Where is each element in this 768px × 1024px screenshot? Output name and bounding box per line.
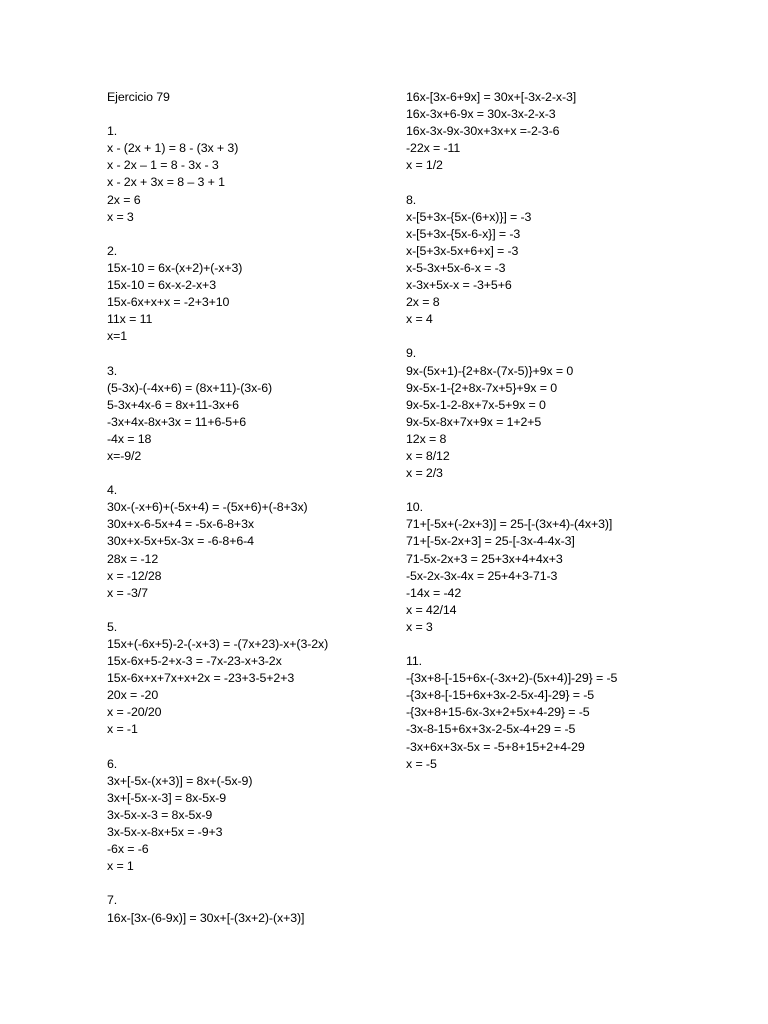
equation-line: 16x-3x-9x-30x+3x+x =-2-3-6	[406, 124, 560, 139]
exercise-block	[406, 345, 726, 482]
exercise-spacer	[107, 739, 397, 756]
equation-line: x = -5	[406, 756, 437, 771]
exercise-number: 10.	[406, 500, 423, 515]
exercise-spacer	[107, 875, 397, 892]
exercise-spacer	[107, 602, 397, 619]
equation-line: -{3x+8-[-15+6x+3x-2-5x-4]-29} = -5	[406, 688, 595, 703]
equation-line: 3x-5x-x-8x+5x = -9+3	[107, 825, 223, 840]
equation-line: -{3x+8+15-6x-3x+2+5x+4-29} = -5	[406, 705, 590, 720]
equation-line: 9x-(5x+1)-{2+8x-(7x-5)}+9x = 0	[406, 363, 574, 378]
equation-line: -22x = -11	[406, 141, 461, 156]
equation-line: 2x = 8	[406, 295, 440, 310]
equation-line: 5-3x+4x-6 = 8x+11-3x+6	[107, 397, 239, 412]
exercise-spacer	[107, 465, 397, 482]
exercise-block	[107, 363, 397, 466]
exercise-spacer	[406, 174, 726, 191]
equation-line: x-5-3x+5x-6-x = -3	[406, 260, 506, 275]
equation-line: x-[5+3x-{5x-(6+x)}] = -3	[406, 209, 532, 224]
equation-line: x = 1	[107, 859, 134, 874]
equation-line: 30x+x-6-5x+4 = -5x-6-8+3x	[107, 517, 254, 532]
equation-line: x - 2x + 3x = 8 – 3 + 1	[107, 175, 225, 190]
equation-line: x = -1	[107, 722, 138, 737]
exercise-block	[406, 499, 726, 636]
exercise-number: 4.	[107, 483, 118, 498]
equation-line: x = 3	[107, 209, 134, 224]
exercise-number: 8.	[406, 192, 417, 207]
equation-line: x = 2/3	[406, 466, 443, 481]
equation-line: 15x-6x+x+x = -2+3+10	[107, 295, 230, 310]
equation-line: -3x+4x-8x+3x = 11+6-5+6	[107, 414, 247, 429]
left-column	[107, 89, 397, 927]
exercise-block	[406, 653, 726, 773]
equation-line: -3x+6x+3x-5x = -5+8+15+2+4-29	[406, 739, 585, 754]
equation-line: -4x = 18	[107, 431, 152, 446]
equation-line: -6x = -6	[107, 842, 149, 857]
exercise-number: 1.	[107, 124, 118, 139]
equation-line: 20x = -20	[107, 688, 159, 703]
equation-line: 9x-5x-1-2-8x+7x-5+9x = 0	[406, 397, 546, 412]
equation-line: 71+[-5x-2x+3] = 25-[-3x-4-4x-3]	[406, 534, 575, 549]
exercise-number: 2.	[107, 243, 118, 258]
exercise-number: 5.	[107, 619, 118, 634]
equation-line: 71+[-5x+(-2x+3)] = 25-[-(3x+4)-(4x+3)]	[406, 517, 613, 532]
equation-line: 16x-3x+6-9x = 30x-3x-2-x-3	[406, 107, 556, 122]
equation-line: -14x = -42	[406, 585, 462, 600]
equation-line: 15x-10 = 6x-x-2-x+3	[107, 278, 216, 293]
exercise-block	[406, 89, 726, 174]
exercise-number: 9.	[406, 346, 417, 361]
exercise-spacer	[406, 482, 726, 499]
equation-line: x-3x+5x-x = -3+5+6	[406, 278, 512, 293]
equation-line: 28x = -12	[107, 551, 159, 566]
equation-line: -5x-2x-3x-4x = 25+4+3-71-3	[406, 568, 558, 583]
equation-line: 9x-5x-1-{2+8x-7x+5}+9x = 0	[406, 380, 558, 395]
equation-line: x=-9/2	[107, 448, 142, 463]
exercise-block	[107, 619, 397, 739]
equation-line: 16x-[3x-6+9x] = 30x+[-3x-2-x-3]	[406, 90, 577, 104]
equation-line: 11x = 11	[107, 312, 153, 327]
equation-line: 2x = 6	[107, 192, 141, 207]
exercise-number: 6.	[107, 756, 118, 771]
equation-line: 3x+[-5x-x-3] = 8x-5x-9	[107, 790, 226, 805]
equation-line: x = 3	[406, 619, 433, 634]
equation-line: (5-3x)-(-4x+6) = (8x+11)-(3x-6)	[107, 380, 273, 395]
equation-line: 3x-5x-x-3 = 8x-5x-9	[107, 807, 213, 822]
equation-line: x=1	[107, 329, 128, 344]
equation-line: 30x+x-5x+5x-3x = -6-8+6-4	[107, 534, 254, 549]
exercise-block	[107, 123, 397, 226]
exercise-block	[406, 192, 726, 329]
exercise-number: 11.	[406, 654, 423, 669]
equation-line: 12x = 8	[406, 431, 447, 446]
equation-line: x - (2x + 1) = 8 - (3x + 3)	[107, 141, 239, 156]
equation-line: x = 8/12	[406, 448, 450, 463]
exercise-spacer	[107, 345, 397, 362]
exercise-number: 3.	[107, 363, 118, 378]
equation-line: 15x+(-6x+5)-2-(-x+3) = -(7x+23)-x+(3-2x)	[107, 637, 329, 651]
equation-line: x = 42/14	[406, 602, 457, 617]
equation-line: 30x-(-x+6)+(-5x+4) = -(5x+6)+(-8+3x)	[107, 500, 308, 515]
exercise-block	[107, 482, 397, 602]
equation-line: -3x-8-15+6x+3x-2-5x-4+29 = -5	[406, 722, 576, 737]
exercise-number: 7.	[107, 893, 118, 908]
equation-line: x - 2x – 1 = 8 - 3x - 3	[107, 158, 219, 173]
equation-line: x-[5+3x-5x+6+x] = -3	[406, 243, 519, 258]
equation-line: 15x-6x+x+7x+x+2x = -23+3-5+2+3	[107, 671, 295, 686]
equation-line: 71-5x-2x+3 = 25+3x+4+4x+3	[406, 551, 563, 566]
equation-line: x-[5+3x-{5x-6-x}] = -3	[406, 226, 521, 241]
equation-line: x = -3/7	[107, 585, 148, 600]
document-title: Ejercicio 79	[107, 90, 170, 104]
equation-line: x = -20/20	[107, 705, 162, 720]
equation-line: 15x-10 = 6x-(x+2)+(-x+3)	[107, 260, 243, 275]
equation-line: 3x+[-5x-(x+3)] = 8x+(-5x-9)	[107, 773, 253, 788]
right-column	[406, 89, 726, 773]
exercise-spacer	[406, 328, 726, 345]
equation-line: 16x-[3x-(6-9x)] = 30x+[-(3x+2)-(x+3)]	[107, 910, 305, 925]
equation-line: 15x-6x+5-2+x-3 = -7x-23-x+3-2x	[107, 654, 282, 669]
exercise-block	[107, 756, 397, 876]
equation-line: x = -12/28	[107, 568, 162, 583]
exercise-spacer	[107, 226, 397, 243]
exercise-block	[107, 892, 397, 926]
equation-line: x = 1/2	[406, 158, 443, 173]
equation-line: 9x-5x-8x+7x+9x = 1+2+5	[406, 414, 542, 429]
exercise-spacer	[406, 636, 726, 653]
equation-line: x = 4	[406, 312, 433, 327]
equation-line: -{3x+8-[-15+6x-(-3x+2)-(5x+4)]-29} = -5	[406, 671, 618, 686]
exercise-block	[107, 243, 397, 346]
